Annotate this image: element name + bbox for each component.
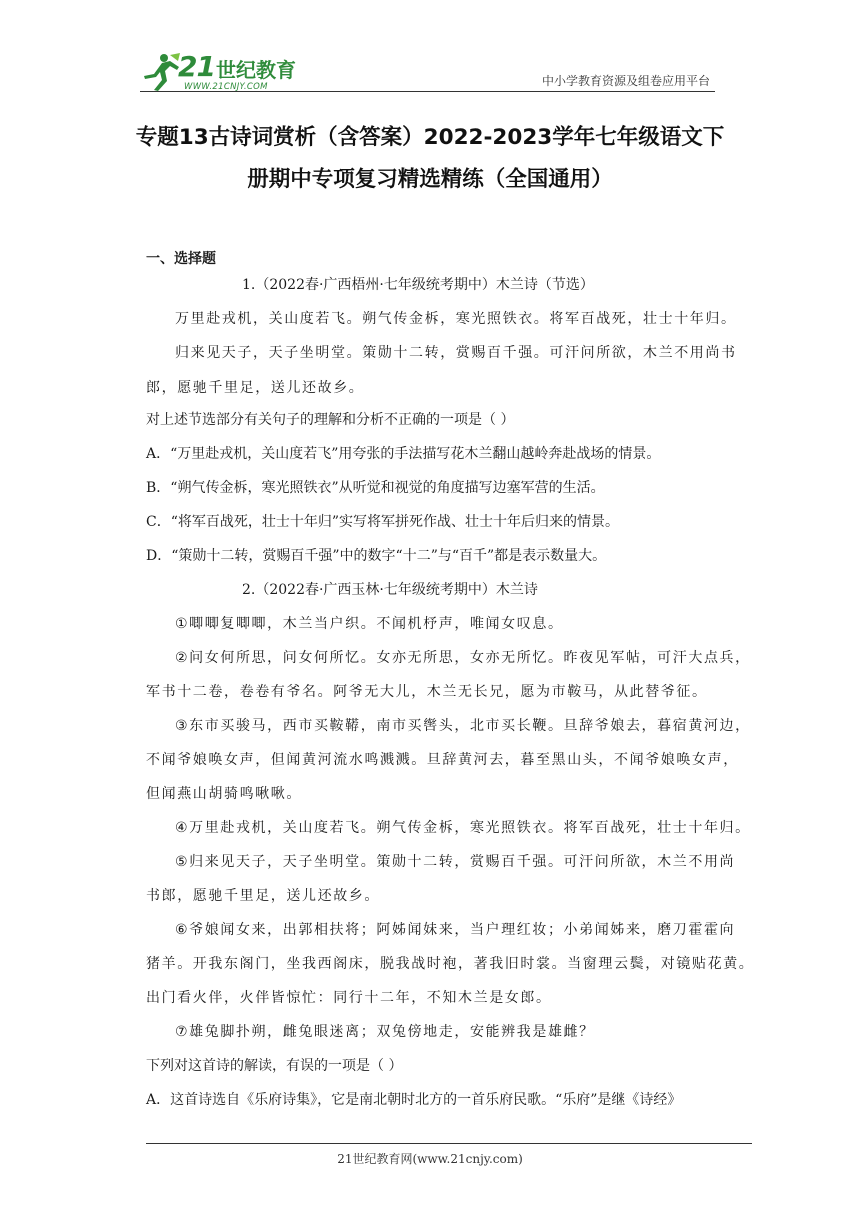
q1-poem-line: 郎，愿驰千里足，送儿还故乡。 [146,380,365,396]
q2-poem-line: 军书十二卷，卷卷有爷名。阿爷无大儿，木兰无长兄，愿为市鞍马，从此替爷征。 [146,684,708,700]
footer-text: 21世纪教育网(www.21cnjy.com) [337,1152,523,1166]
logo [140,46,310,94]
q2-poem-line: ⑤归来见天子，天子坐明堂。策勋十二转，赏赐百千强。可汗问所欲，木兰不用尚 [175,854,736,870]
q2-poem-line: ④万里赴戎机，关山度若飞。朔气传金柝，寒光照铁衣。将军百战死，壮士十年归。 [175,820,751,836]
q2-poem-line: ⑦雄兔脚扑朔，雌兔眼迷离；双兔傍地走，安能辨我是雄雌？ [175,1024,595,1040]
q1-poem-line: 归来见天子，天子坐明堂。策勋十二转，赏赐百千强。可汗问所欲，木兰不用尚书 [175,345,737,361]
q1-option-c: C．“将军百战死，壮士十年归”实写将军拼死作战、壮士十年后归来的情景。 [146,514,620,530]
logo-name: 世纪教育 [216,58,296,82]
document-title-line2: 册期中专项复习精选精练（全国通用） [247,167,613,192]
q1-option-d: D．“策勋十二转，赏赐百千强”中的数字“十二”与“百千”都是表示数量大。 [146,548,607,564]
q2-poem-line: 猪羊。开我东阁门，坐我西阁床，脱我战时袍，著我旧时裳。当窗理云鬓，对镜贴花黄。 [146,956,755,972]
q1-poem-line: 万里赴戎机，关山度若飞。朔气传金柝，寒光照铁衣。将军百战死，壮士十年归。 [175,311,737,327]
q2-poem-line: 书郎，愿驰千里足，送儿还故乡。 [146,888,380,904]
platform-name: 中小学教育资源及组卷应用平台 [541,74,710,88]
logo-url: WWW.21CNJY.COM [184,82,268,92]
footer-divider [146,1143,752,1144]
q2-poem-line: 但闻燕山胡骑鸣啾啾。 [146,786,302,802]
question-2-stem: 下列对这首诗的解读，有误的一项是（ ） [146,1058,403,1074]
question-1-stem: 对上述节选部分有关句子的理解和分析不正确的一项是（ ） [146,412,515,428]
q1-option-a: A．“万里赴戎机，关山度若飞”用夸张的手法描写花木兰翻山越岭奔赴战场的情景。 [146,446,661,462]
q2-poem-line: ②问女何所思，问女何所忆。女亦无所思，女亦无所忆。昨夜见军帖，可汗大点兵， [175,650,751,666]
q2-poem-line: 不闻爷娘唤女声，但闻黄河流水鸣溅溅。旦辞黄河去，暮至黑山头，不闻爷娘唤女声， [146,752,739,768]
q2-option-a: A．这首诗选自《乐府诗集》，它是南北朝时北方的一首乐府民歌。“乐府”是继《诗经》 [146,1092,682,1108]
q2-poem-line: ⑥爷娘闻女来，出郭相扶将；阿姊闻妹来，当户理红妆；小弟闻姊来，磨刀霍霍向 [175,922,736,938]
q2-poem-line: ③东市买骏马，西市买鞍鞯，南市买辔头，北市买长鞭。旦辞爷娘去，暮宿黄河边， [175,718,751,734]
document-title-line1: 专题13古诗词赏析（含答案）2022-2023学年七年级语文下 [135,125,725,150]
question-1-heading: 1.（2022春·广西梧州·七年级统考期中）木兰诗（节选） [242,277,594,293]
q1-option-b: B．“朔气传金柝，寒光照铁衣”从听觉和视觉的角度描写边塞军营的生活。 [146,480,605,496]
q2-poem-line: ①唧唧复唧唧，木兰当户织。不闻机杼声，唯闻女叹息。 [175,616,564,632]
logo-number: 21 [178,50,215,83]
section-heading: 一、选择题 [146,251,216,267]
q2-poem-line: 出门看火伴，火伴皆惊忙：同行十二年，不知木兰是女郎。 [146,990,552,1006]
question-2-heading: 2.（2022春·广西玉林·七年级统考期中）木兰诗 [242,582,538,598]
header-divider [140,91,715,92]
